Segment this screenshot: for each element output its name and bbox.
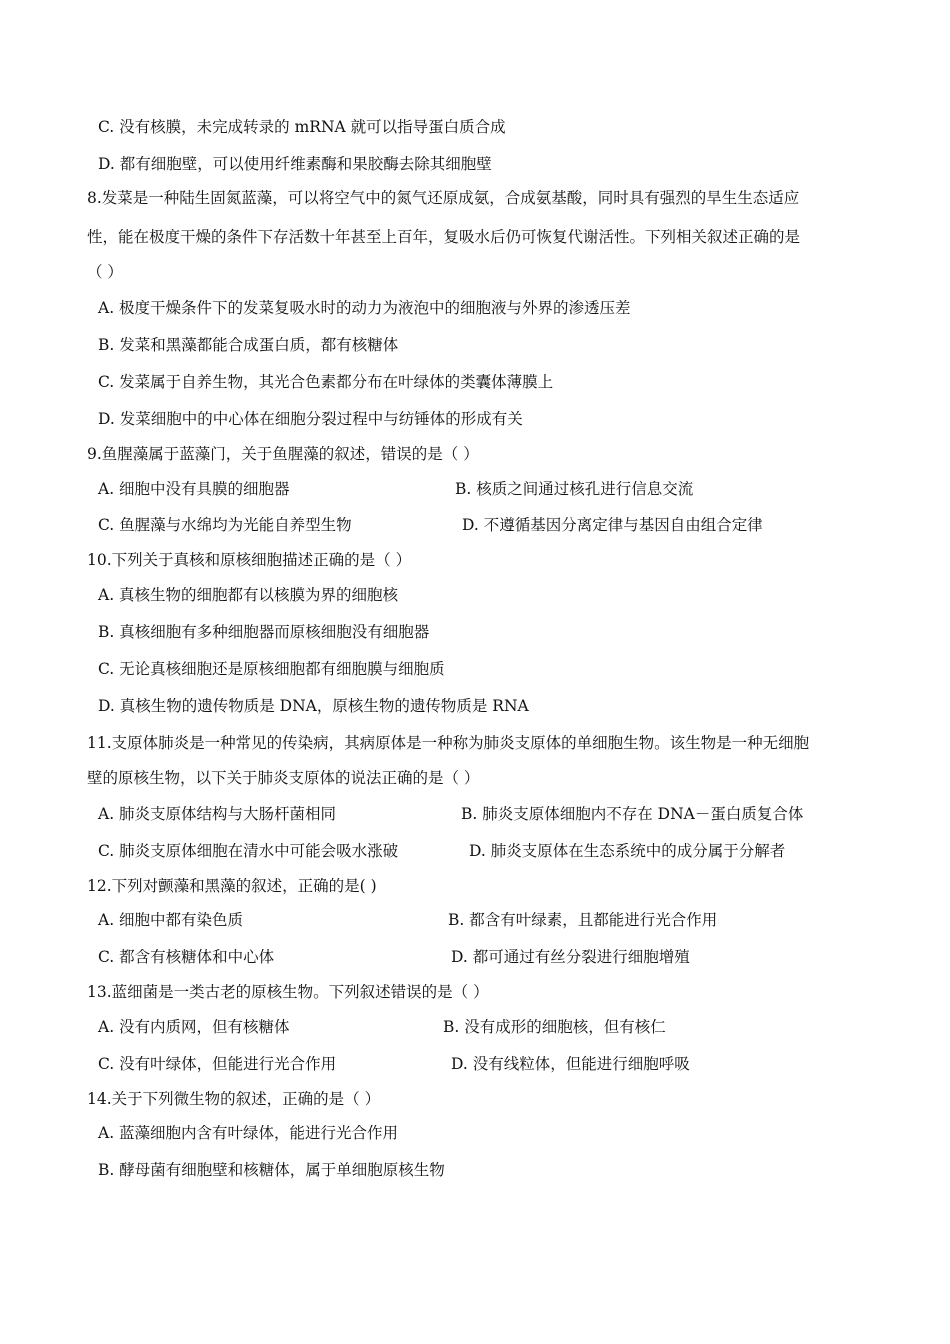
q10-option-c: C. 无论真核细胞还是原核细胞都有细胞膜与细胞质	[98, 660, 445, 678]
q13-option-a: A. 没有内质网，但有核糖体	[98, 1018, 290, 1036]
q11-stem-line-1: 11.支原体肺炎是一种常见的传染病，其病原体是一种称为肺炎支原体的单细胞生物。该生物是一种无细胞	[87, 734, 810, 752]
q8-stem-line-2: 性，能在极度干燥的条件下存活数十年甚至上百年，复吸水后仍可恢复代谢活性。下列相关叙述正确的是	[87, 228, 801, 246]
q13-stem: 13.蓝细菌是一类古老的原核生物。下列叙述错误的是（ ）	[87, 983, 489, 1001]
q9-option-a: A. 细胞中没有具膜的细胞器	[98, 480, 290, 498]
q9-option-b: B. 核质之间通过核孔进行信息交流	[455, 480, 694, 498]
q14-stem: 14.关于下列微生物的叙述，正确的是（ ）	[87, 1090, 381, 1108]
q8-option-c: C. 发菜属于自养生物，其光合色素都分布在叶绿体的类囊体薄膜上	[98, 373, 554, 391]
q12-option-b: B. 都含有叶绿素，且都能进行光合作用	[448, 911, 718, 929]
q11-option-c: C. 肺炎支原体细胞在清水中可能会吸水涨破	[98, 842, 399, 860]
q12-stem: 12.下列对颤藻和黑藻的叙述，正确的是( )	[87, 877, 377, 895]
q8-option-d: D. 发菜细胞中的中心体在细胞分裂过程中与纺锤体的形成有关	[98, 410, 523, 428]
q10-option-d: D. 真核生物的遗传物质是 DNA，原核生物的遗传物质是 RNA	[98, 697, 529, 715]
q9-option-d: D. 不遵循基因分离定律与基因自由组合定律	[462, 516, 763, 534]
q8-stem-line-1: 8.发菜是一种陆生固氮蓝藻，可以将空气中的氮气还原成氨，合成氨基酸，同时具有强烈的旱生生态适应	[87, 189, 800, 207]
q13-option-d: D. 没有线粒体，但能进行细胞呼吸	[451, 1055, 690, 1073]
q9-stem: 9.鱼腥藻属于蓝藻门，关于鱼腥藻的叙述，错误的是（ ）	[87, 445, 479, 463]
prev-option-d: D. 都有细胞壁，可以使用纤维素酶和果胶酶去除其细胞壁	[98, 155, 492, 173]
q8-option-b: B. 发菜和黑藻都能合成蛋白质，都有核糖体	[98, 336, 399, 354]
q11-option-a: A. 肺炎支原体结构与大肠杆菌相同	[98, 805, 337, 823]
q8-option-a: A. 极度干燥条件下的发菜复吸水时的动力为液泡中的细胞液与外界的渗透压差	[98, 299, 631, 317]
q12-option-c: C. 都含有核糖体和中心体	[98, 948, 275, 966]
q11-stem-line-2: 壁的原核生物，以下关于肺炎支原体的说法正确的是（ ）	[87, 769, 480, 787]
q13-option-c: C. 没有叶绿体，但能进行光合作用	[98, 1055, 337, 1073]
q11-option-d: D. 肺炎支原体在生态系统中的成分属于分解者	[469, 842, 786, 860]
q8-stem-line-3: （ ）	[87, 263, 123, 281]
q12-option-a: A. 细胞中都有染色质	[98, 911, 244, 929]
q9-option-c: C. 鱼腥藻与水绵均为光能自养型生物	[98, 516, 352, 534]
q10-option-b: B. 真核细胞有多种细胞器而原核细胞没有细胞器	[98, 623, 430, 641]
q10-stem: 10.下列关于真核和原核细胞描述正确的是（ ）	[87, 551, 412, 569]
prev-option-c: C. 没有核膜，未完成转录的 mRNA 就可以指导蛋白质合成	[98, 118, 506, 136]
q13-option-b: B. 没有成形的细胞核，但有核仁	[443, 1018, 666, 1036]
q10-option-a: A. 真核生物的细胞都有以核膜为界的细胞核	[98, 586, 399, 604]
q14-option-a: A. 蓝藻细胞内含有叶绿体，能进行光合作用	[98, 1124, 399, 1142]
q12-option-d: D. 都可通过有丝分裂进行细胞增殖	[451, 948, 690, 966]
q11-option-b: B. 肺炎支原体细胞内不存在 DNA－蛋白质复合体	[461, 805, 804, 823]
q14-option-b: B. 酵母菌有细胞壁和核糖体，属于单细胞原核生物	[98, 1161, 445, 1179]
